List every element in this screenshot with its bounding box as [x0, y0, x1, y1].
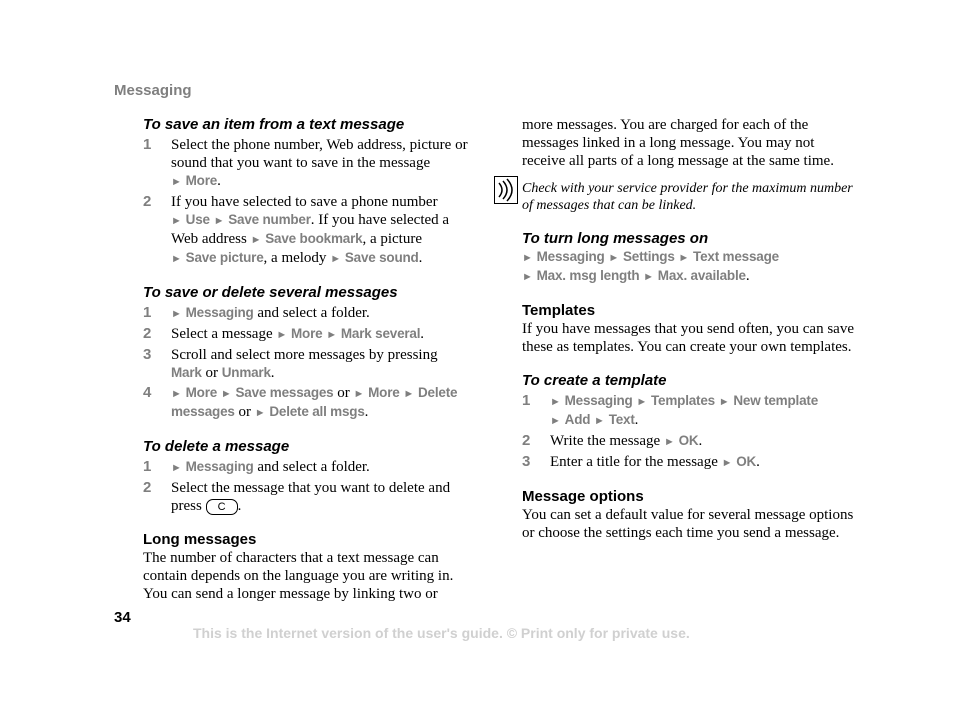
arrow-icon: ► [213, 215, 225, 227]
heading-save-delete: To save or delete several messages [143, 284, 398, 301]
message-options-text: You can set a default value for several message options or choose the settings each time you send a message. [522, 507, 854, 541]
long-messages-text: The number of characters that a text message can contain depends on the language you are writing in. You can send a longer message by linking two or [143, 550, 454, 602]
step-text: or [205, 365, 218, 381]
menu-add: Add [564, 412, 591, 427]
step-number: 1 [143, 458, 152, 475]
long-messages-continued: more messages. You are charged for each of the messages linked in a long message. You may not receive all parts of a long message at the same time. [522, 117, 834, 169]
arrow-icon: ► [643, 271, 655, 283]
menu-ok: OK [736, 454, 757, 469]
step-text: Select a message [171, 326, 273, 342]
arrow-icon: ► [403, 388, 415, 400]
step-1: 1 Select the phone number, Web address, picture or sound that you want to save in the message ► More. [143, 136, 468, 189]
step-text: . If you have selected a Web address [171, 212, 450, 247]
step-number: 4 [143, 384, 152, 401]
menu-save-bookmark: Save bookmark [265, 231, 363, 246]
heading-message-options: Message options [522, 488, 644, 505]
arrow-icon: ► [250, 234, 262, 246]
step-text: , a melody [263, 250, 327, 266]
heading-long-messages: Long messages [143, 531, 257, 548]
left-column [143, 116, 473, 603]
templates-text: If you have messages that you send often, you can save these as templates. You can create your own templates. [522, 321, 854, 355]
menu-more: More [368, 385, 400, 400]
step-number: 2 [143, 325, 152, 342]
step-number: 2 [522, 432, 531, 449]
right-column [522, 116, 854, 542]
step-text: Enter a title for the message [550, 454, 718, 470]
arrow-icon: ► [522, 252, 533, 264]
arrow-icon: ► [171, 176, 182, 188]
footer-notice: This is the Internet version of the user's guide. © Print only for private use. [193, 625, 690, 641]
arrow-icon: ► [171, 462, 182, 474]
arrow-icon: ► [594, 415, 605, 427]
step-text: or [238, 404, 251, 420]
arrow-icon: ► [550, 415, 561, 427]
step-4: 4 ► More ► Save messages or ► More ► Delete messages or ► Delete all msgs. [143, 384, 458, 420]
menu-save-number: Save number [228, 212, 311, 227]
heading-templates: Templates [522, 302, 596, 319]
arrow-icon: ► [608, 252, 620, 264]
turn-long-on-path: ► Messaging ► Settings ► Text message ► Max. msg length ► Max. available. [522, 249, 779, 284]
step-text: , a picture [362, 231, 423, 247]
step-number: 2 [143, 193, 152, 210]
arrow-icon: ► [254, 407, 266, 419]
arrow-icon: ► [171, 308, 182, 320]
menu-text-message: Text message [693, 249, 779, 264]
menu-unmark: Unmark [221, 365, 271, 380]
menu-text: Text [608, 412, 635, 427]
menu-save-messages: Save messages [235, 385, 334, 400]
section-header: Messaging [114, 82, 192, 99]
step-number: 1 [143, 304, 152, 321]
menu-messaging: Messaging [564, 393, 633, 408]
menu-more: More [291, 326, 323, 341]
arrow-icon: ► [326, 329, 338, 341]
note [522, 180, 854, 214]
step-text: and select a folder. [257, 305, 370, 321]
menu-messaging: Messaging [185, 459, 254, 474]
step-number: 1 [522, 392, 531, 409]
arrow-icon: ► [522, 271, 533, 283]
step-1 [143, 304, 473, 323]
menu-save-sound: Save sound [344, 250, 419, 265]
arrow-icon: ► [171, 253, 182, 265]
menu-more: More [185, 173, 218, 188]
step-2: 2 If you have selected to save a phone number ► Use ► Save number. If you have selected a Web address ► Save bookmark, a picture ► Save picture, a melody ► Save sound. [143, 193, 450, 266]
arrow-icon: ► [636, 396, 648, 408]
step-text: If you have selected to save a phone number [171, 194, 438, 210]
arrow-icon: ► [678, 252, 690, 264]
step-number: 2 [143, 479, 152, 496]
step-3: 3 Scroll and select more messages by pressing Mark or Unmark. [143, 346, 438, 381]
step-number: 1 [143, 136, 152, 153]
step-2: 2 Write the message ► OK. [522, 432, 703, 449]
step-1 [143, 458, 473, 477]
c-key-icon: C [206, 499, 238, 515]
step-number: 3 [522, 453, 531, 470]
step-3: 3 Enter a title for the message ► OK. [522, 453, 760, 470]
menu-messaging: Messaging [185, 305, 254, 320]
step-text: Select the message that you want to delete and press [171, 480, 451, 514]
arrow-icon: ► [353, 388, 365, 400]
menu-use: Use [185, 212, 210, 227]
step-1: 1 ► Messaging ► Templates ► New template ► Add ► Text. [522, 392, 818, 428]
page-number: 34 [114, 609, 131, 626]
arrow-icon: ► [330, 253, 342, 265]
step-text: Write the message [550, 433, 661, 449]
menu-templates: Templates [651, 393, 715, 408]
menu-messaging: Messaging [536, 249, 605, 264]
step-2: 2 Select a message ► More ► Mark several. [143, 325, 425, 342]
heading-turn-long-on: To turn long messages on [522, 230, 709, 247]
heading-save-item: To save an item from a text message [143, 116, 405, 133]
arrow-icon: ► [220, 388, 232, 400]
step-2: 2 Select the message that you want to delete and press C . [143, 479, 451, 514]
step-text: or [337, 385, 350, 401]
arrow-icon: ► [663, 436, 675, 448]
arrow-icon: ► [718, 396, 730, 408]
arrow-icon: ► [550, 396, 561, 408]
step-text: Scroll and select more messages by pressing [171, 347, 438, 363]
arrow-icon: ► [171, 215, 182, 227]
menu-max-available: Max. available [657, 268, 746, 283]
arrow-icon: ► [276, 329, 288, 341]
menu-delete-all: Delete all msgs [269, 404, 365, 419]
step-number: 3 [143, 346, 152, 363]
menu-more: More [185, 385, 218, 400]
arrow-icon: ► [171, 388, 182, 400]
menu-mark-several: Mark several [340, 326, 421, 341]
heading-create-template: To create a template [522, 372, 667, 389]
menu-new-template: New template [733, 393, 818, 408]
menu-delete-messages: Delete messages [171, 385, 458, 419]
menu-max-length: Max. msg length [536, 268, 640, 283]
menu-settings: Settings [623, 249, 675, 264]
heading-delete: To delete a message [143, 438, 290, 455]
menu-ok: OK [678, 433, 699, 448]
arrow-icon: ► [721, 457, 733, 469]
network-note-icon [494, 176, 518, 204]
step-text: Select the phone number, Web address, picture or sound that you want to save in the message [171, 137, 468, 171]
step-text: and select a folder. [257, 459, 370, 475]
menu-save-picture: Save picture [185, 250, 264, 265]
menu-mark: Mark [171, 365, 202, 380]
note-text: Check with your service provider for the maximum number of messages that can be linked. [522, 181, 853, 213]
